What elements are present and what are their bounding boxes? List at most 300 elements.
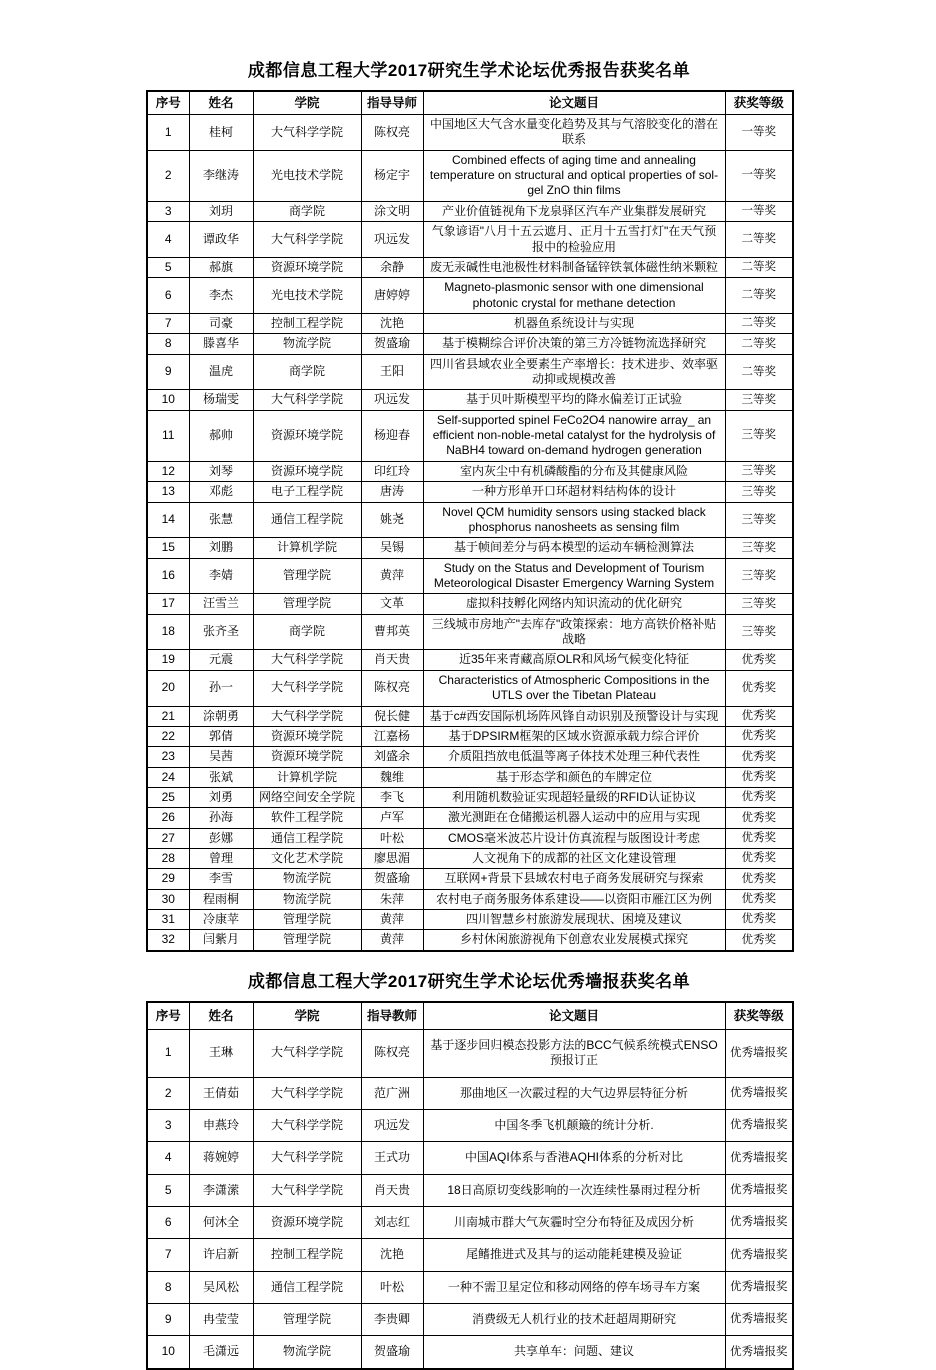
cell-index: 18 xyxy=(147,614,189,650)
cell-advisor: 李贵卿 xyxy=(361,1304,423,1336)
cell-advisor: 陈权亮 xyxy=(361,115,423,151)
cell-award: 三等奖 xyxy=(725,558,793,594)
cell-award: 优秀奖 xyxy=(725,910,793,930)
cell-award: 二等奖 xyxy=(725,257,793,277)
poster-awards-title: 成都信息工程大学2017研究生学术论坛优秀墙报获奖名单 xyxy=(247,971,691,991)
cell-advisor: 黄萍 xyxy=(361,910,423,930)
cell-award: 优秀墙报奖 xyxy=(725,1336,793,1369)
cell-award: 优秀奖 xyxy=(725,828,793,848)
cell-award: 一等奖 xyxy=(725,150,793,201)
cell-index: 15 xyxy=(147,538,189,558)
cell-name: 滕喜华 xyxy=(189,334,253,354)
cell-college: 光电技术学院 xyxy=(253,150,361,201)
cell-name: 吴风松 xyxy=(189,1271,253,1303)
cell-name: 冉莹莹 xyxy=(189,1304,253,1336)
cell-name: 温虎 xyxy=(189,354,253,390)
cell-index: 5 xyxy=(147,1174,189,1206)
cell-title: 川南城市群大气灰霾时空分布特征及成因分析 xyxy=(423,1206,725,1238)
cell-advisor: 曹邦英 xyxy=(361,614,423,650)
cell-advisor: 陈权亮 xyxy=(361,670,423,706)
cell-advisor: 刘盛余 xyxy=(361,747,423,767)
column-header-name: 姓名 xyxy=(189,1002,253,1030)
cell-title: Novel QCM humidity sensors using stacked black phosphorus nanosheets as sensing film xyxy=(423,502,725,538)
cell-award: 优秀奖 xyxy=(725,747,793,767)
cell-index: 23 xyxy=(147,747,189,767)
cell-college: 通信工程学院 xyxy=(253,1271,361,1303)
report-awards-title: 成都信息工程大学2017研究生学术论坛优秀报告获奖名单 xyxy=(247,61,691,80)
table-row xyxy=(147,538,793,558)
cell-index: 13 xyxy=(147,482,189,502)
cell-index: 4 xyxy=(147,1142,189,1174)
cell-college: 控制工程学院 xyxy=(253,1239,361,1271)
cell-index: 9 xyxy=(147,354,189,390)
poster-awards-section xyxy=(146,967,792,1370)
cell-advisor: 吴锡 xyxy=(361,538,423,558)
cell-college: 资源环境学院 xyxy=(253,726,361,746)
cell-advisor: 杨迎春 xyxy=(361,410,423,461)
cell-index: 10 xyxy=(147,390,189,410)
cell-title: 四川智慧乡村旅游发展现状、困境及建议 xyxy=(423,910,725,930)
cell-college: 物流学院 xyxy=(253,889,361,909)
cell-advisor: 巩远发 xyxy=(361,1109,423,1141)
column-header-award: 获奖等级 xyxy=(725,91,793,115)
table-row xyxy=(147,502,793,538)
cell-college: 商学院 xyxy=(253,201,361,221)
cell-award: 优秀墙报奖 xyxy=(725,1174,793,1206)
cell-index: 6 xyxy=(147,278,189,314)
cell-award: 三等奖 xyxy=(725,538,793,558)
cell-index: 24 xyxy=(147,767,189,787)
table-row xyxy=(147,670,793,706)
table-row xyxy=(147,1304,793,1336)
cell-advisor: 肖天贵 xyxy=(361,650,423,670)
cell-college: 文化艺术学院 xyxy=(253,849,361,869)
cell-name: 冷康苹 xyxy=(189,910,253,930)
cell-index: 8 xyxy=(147,334,189,354)
cell-index: 22 xyxy=(147,726,189,746)
cell-advisor: 贺盛瑜 xyxy=(361,1336,423,1369)
cell-advisor: 叶松 xyxy=(361,1271,423,1303)
cell-index: 7 xyxy=(147,313,189,333)
table-row xyxy=(147,150,793,201)
cell-college: 资源环境学院 xyxy=(253,747,361,767)
header-row xyxy=(147,1002,793,1030)
cell-award: 二等奖 xyxy=(725,278,793,314)
cell-college: 大气科学学院 xyxy=(253,1029,361,1077)
cell-name: 闫紫月 xyxy=(189,930,253,951)
cell-title: Magneto-plasmonic sensor with one dimensional photonic crystal for methane detection xyxy=(423,278,725,314)
cell-name: 吴茜 xyxy=(189,747,253,767)
cell-name: 桂柯 xyxy=(189,115,253,151)
table-row xyxy=(147,594,793,614)
cell-college: 资源环境学院 xyxy=(253,410,361,461)
cell-advisor: 刘志红 xyxy=(361,1206,423,1238)
cell-name: 郝旗 xyxy=(189,257,253,277)
cell-college: 大气科学学院 xyxy=(253,222,361,258)
cell-award: 二等奖 xyxy=(725,354,793,390)
cell-college: 管理学院 xyxy=(253,558,361,594)
table-row xyxy=(147,910,793,930)
table-row xyxy=(147,1336,793,1369)
cell-college: 大气科学学院 xyxy=(253,390,361,410)
cell-college: 大气科学学院 xyxy=(253,1109,361,1141)
cell-index: 6 xyxy=(147,1206,189,1238)
cell-title: 利用随机数验证实现超轻量级的RFID认证协议 xyxy=(423,787,725,807)
cell-title: 基于形态学和颜色的车牌定位 xyxy=(423,767,725,787)
column-header-advisor: 指导教师 xyxy=(361,1002,423,1030)
cell-index: 32 xyxy=(147,930,189,951)
cell-college: 大气科学学院 xyxy=(253,1174,361,1206)
cell-title: Characteristics of Atmospheric Compositions in the UTLS over the Tibetan Plateau xyxy=(423,670,725,706)
cell-index: 2 xyxy=(147,1077,189,1109)
cell-award: 优秀奖 xyxy=(725,767,793,787)
table-row xyxy=(147,1206,793,1238)
cell-name: 刘琴 xyxy=(189,461,253,481)
table-row xyxy=(147,1029,793,1077)
cell-award: 优秀奖 xyxy=(725,726,793,746)
cell-name: 张斌 xyxy=(189,767,253,787)
cell-college: 管理学院 xyxy=(253,910,361,930)
cell-award: 优秀墙报奖 xyxy=(725,1077,793,1109)
cell-name: 许启新 xyxy=(189,1239,253,1271)
cell-index: 2 xyxy=(147,150,189,201)
cell-name: 李潇潆 xyxy=(189,1174,253,1206)
table-row xyxy=(147,334,793,354)
cell-name: 郭倩 xyxy=(189,726,253,746)
cell-advisor: 王阳 xyxy=(361,354,423,390)
cell-award: 优秀奖 xyxy=(725,787,793,807)
cell-title: 基于DPSIRM框架的区域水资源承载力综合评价 xyxy=(423,726,725,746)
cell-advisor: 卢军 xyxy=(361,808,423,828)
cell-award: 三等奖 xyxy=(725,461,793,481)
cell-index: 11 xyxy=(147,410,189,461)
table-row xyxy=(147,1239,793,1271)
cell-name: 司豪 xyxy=(189,313,253,333)
document-body xyxy=(146,0,792,1370)
cell-index: 1 xyxy=(147,1029,189,1077)
column-header-index: 序号 xyxy=(147,1002,189,1030)
cell-college: 通信工程学院 xyxy=(253,828,361,848)
cell-award: 优秀奖 xyxy=(725,930,793,951)
cell-title: 激光测距在仓储搬运机器人运动中的应用与实现 xyxy=(423,808,725,828)
cell-advisor: 肖天贵 xyxy=(361,1174,423,1206)
cell-name: 彭娜 xyxy=(189,828,253,848)
cell-college: 大气科学学院 xyxy=(253,115,361,151)
cell-college: 资源环境学院 xyxy=(253,1206,361,1238)
cell-name: 李雪 xyxy=(189,869,253,889)
cell-title: 基于c#西安国际机场阵风锋自动识别及预警设计与实现 xyxy=(423,706,725,726)
cell-title: 人文视角下的成都的社区文化建设管理 xyxy=(423,849,725,869)
cell-award: 优秀奖 xyxy=(725,706,793,726)
cell-title: 一种方形单开口环超材料结构体的设计 xyxy=(423,482,725,502)
cell-index: 8 xyxy=(147,1271,189,1303)
cell-college: 大气科学学院 xyxy=(253,706,361,726)
cell-advisor: 廖思湄 xyxy=(361,849,423,869)
cell-advisor: 朱萍 xyxy=(361,889,423,909)
cell-name: 程雨桐 xyxy=(189,889,253,909)
cell-college: 控制工程学院 xyxy=(253,313,361,333)
cell-award: 优秀墙报奖 xyxy=(725,1142,793,1174)
column-header-name: 姓名 xyxy=(189,91,253,115)
cell-index: 28 xyxy=(147,849,189,869)
cell-name: 毛潇远 xyxy=(189,1336,253,1369)
cell-title: Combined effects of aging time and annealing temperature on structural and optical properties of sol-gel ZnO thin films xyxy=(423,150,725,201)
cell-award: 优秀墙报奖 xyxy=(725,1029,793,1077)
cell-index: 19 xyxy=(147,650,189,670)
cell-advisor: 范广洲 xyxy=(361,1077,423,1109)
poster-awards-table xyxy=(146,1001,794,1370)
cell-name: 刘鹏 xyxy=(189,538,253,558)
cell-title: 虚拟科技孵化网络内知识流动的优化研究 xyxy=(423,594,725,614)
cell-advisor: 余静 xyxy=(361,257,423,277)
table-row xyxy=(147,726,793,746)
cell-title: 机器鱼系统设计与实现 xyxy=(423,313,725,333)
cell-title: 一种不需卫星定位和移动网络的停车场寻车方案 xyxy=(423,1271,725,1303)
cell-index: 20 xyxy=(147,670,189,706)
table-row xyxy=(147,849,793,869)
cell-title: 四川省县域农业全要素生产率增长：技术进步、效率驱动抑或规模改善 xyxy=(423,354,725,390)
cell-title: CMOS毫米波芯片设计仿真流程与版图设计考虑 xyxy=(423,828,725,848)
cell-title: 中国冬季飞机颠簸的统计分析. xyxy=(423,1109,725,1141)
cell-name: 邓彪 xyxy=(189,482,253,502)
cell-advisor: 倪长健 xyxy=(361,706,423,726)
table-row xyxy=(147,869,793,889)
cell-title: 农村电子商务服务体系建设——以资阳市雁江区为例 xyxy=(423,889,725,909)
cell-name: 申燕玲 xyxy=(189,1109,253,1141)
cell-award: 一等奖 xyxy=(725,201,793,221)
cell-award: 二等奖 xyxy=(725,222,793,258)
report-awards-table xyxy=(146,90,794,952)
cell-title: 互联网+背景下县域农村电子商务发展研究与探索 xyxy=(423,869,725,889)
cell-award: 优秀奖 xyxy=(725,849,793,869)
table-row xyxy=(147,650,793,670)
cell-title: Self-supported spinel FeCo2O4 nanowire array_ an efficient non-noble-metal catalyst for the hydrolysis of NaBH4 toward on-demand hydrogen generation xyxy=(423,410,725,461)
cell-advisor: 文革 xyxy=(361,594,423,614)
cell-award: 二等奖 xyxy=(725,334,793,354)
cell-index: 31 xyxy=(147,910,189,930)
cell-college: 大气科学学院 xyxy=(253,1077,361,1109)
cell-name: 何沐全 xyxy=(189,1206,253,1238)
header-row xyxy=(147,91,793,115)
cell-award: 优秀奖 xyxy=(725,650,793,670)
cell-index: 3 xyxy=(147,1109,189,1141)
cell-award: 优秀墙报奖 xyxy=(725,1271,793,1303)
cell-title: 气象谚语"八月十五云遮月、正月十五雪打灯"在天气预报中的检验应用 xyxy=(423,222,725,258)
column-header-award: 获奖等级 xyxy=(725,1002,793,1030)
column-header-title: 论文题目 xyxy=(423,91,725,115)
cell-college: 物流学院 xyxy=(253,869,361,889)
cell-index: 14 xyxy=(147,502,189,538)
column-header-title: 论文题目 xyxy=(423,1002,725,1030)
cell-college: 光电技术学院 xyxy=(253,278,361,314)
table-row xyxy=(147,614,793,650)
cell-advisor: 李飞 xyxy=(361,787,423,807)
cell-award: 优秀奖 xyxy=(725,889,793,909)
cell-advisor: 黄萍 xyxy=(361,930,423,951)
cell-award: 优秀奖 xyxy=(725,670,793,706)
table-row xyxy=(147,706,793,726)
cell-index: 16 xyxy=(147,558,189,594)
cell-index: 3 xyxy=(147,201,189,221)
cell-name: 涂朝勇 xyxy=(189,706,253,726)
cell-index: 17 xyxy=(147,594,189,614)
cell-title: 那曲地区一次霰过程的大气边界层特征分析 xyxy=(423,1077,725,1109)
cell-college: 网络空间安全学院 xyxy=(253,787,361,807)
cell-advisor: 贺盛瑜 xyxy=(361,334,423,354)
cell-index: 29 xyxy=(147,869,189,889)
cell-award: 二等奖 xyxy=(725,313,793,333)
column-header-college: 学院 xyxy=(253,91,361,115)
cell-index: 9 xyxy=(147,1304,189,1336)
column-header-advisor: 指导导师 xyxy=(361,91,423,115)
cell-college: 物流学院 xyxy=(253,334,361,354)
cell-title: 18日高原切变线影响的一次连续性暴雨过程分析 xyxy=(423,1174,725,1206)
cell-advisor: 沈艳 xyxy=(361,313,423,333)
cell-title: Study on the Status and Development of Tourism Meteorological Disaster Emergency Warning System xyxy=(423,558,725,594)
table-row xyxy=(147,1142,793,1174)
table-row xyxy=(147,115,793,151)
table-row xyxy=(147,558,793,594)
cell-college: 通信工程学院 xyxy=(253,502,361,538)
cell-college: 商学院 xyxy=(253,614,361,650)
cell-advisor: 杨定宇 xyxy=(361,150,423,201)
cell-award: 优秀墙报奖 xyxy=(725,1109,793,1141)
cell-title: 尾鳍推进式及其与的运动能耗建模及验证 xyxy=(423,1239,725,1271)
table-row xyxy=(147,410,793,461)
cell-advisor: 巩远发 xyxy=(361,222,423,258)
cell-name: 张慧 xyxy=(189,502,253,538)
cell-title: 消费级无人机行业的技术赶超周期研究 xyxy=(423,1304,725,1336)
cell-name: 李婧 xyxy=(189,558,253,594)
column-header-index: 序号 xyxy=(147,91,189,115)
table-row xyxy=(147,354,793,390)
cell-name: 刘玥 xyxy=(189,201,253,221)
cell-index: 1 xyxy=(147,115,189,151)
table-row xyxy=(147,1109,793,1141)
cell-advisor: 黄萍 xyxy=(361,558,423,594)
cell-index: 27 xyxy=(147,828,189,848)
cell-name: 蒋婉婷 xyxy=(189,1142,253,1174)
cell-advisor: 王式功 xyxy=(361,1142,423,1174)
cell-advisor: 唐婷婷 xyxy=(361,278,423,314)
cell-title: 共享单车：问题、建议 xyxy=(423,1336,725,1369)
cell-college: 资源环境学院 xyxy=(253,257,361,277)
cell-name: 孙一 xyxy=(189,670,253,706)
cell-name: 元震 xyxy=(189,650,253,670)
table-row xyxy=(147,930,793,951)
cell-award: 优秀墙报奖 xyxy=(725,1206,793,1238)
cell-name: 李继涛 xyxy=(189,150,253,201)
cell-college: 电子工程学院 xyxy=(253,482,361,502)
table-row xyxy=(147,257,793,277)
cell-title: 室内灰尘中有机磷酸酯的分布及其健康风险 xyxy=(423,461,725,481)
cell-advisor: 贺盛瑜 xyxy=(361,869,423,889)
cell-title: 乡村休闲旅游视角下创意农业发展模式探究 xyxy=(423,930,725,951)
cell-index: 7 xyxy=(147,1239,189,1271)
cell-award: 优秀墙报奖 xyxy=(725,1239,793,1271)
cell-index: 10 xyxy=(147,1336,189,1369)
report-awards-section xyxy=(146,56,792,952)
cell-advisor: 唐涛 xyxy=(361,482,423,502)
cell-title: 介质阻挡放电低温等离子体技术处理三种代表性 xyxy=(423,747,725,767)
cell-advisor: 叶松 xyxy=(361,828,423,848)
cell-title: 基于帧间差分与码本模型的运动车辆检测算法 xyxy=(423,538,725,558)
cell-index: 30 xyxy=(147,889,189,909)
cell-award: 三等奖 xyxy=(725,594,793,614)
cell-award: 三等奖 xyxy=(725,482,793,502)
table-row xyxy=(147,808,793,828)
table-row xyxy=(147,1077,793,1109)
cell-award: 优秀墙报奖 xyxy=(725,1304,793,1336)
cell-title: 产业价值链视角下龙泉驿区汽车产业集群发展研究 xyxy=(423,201,725,221)
cell-name: 刘勇 xyxy=(189,787,253,807)
cell-advisor: 姚尧 xyxy=(361,502,423,538)
cell-title: 中国地区大气含水量变化趋势及其与气溶胶变化的潜在联系 xyxy=(423,115,725,151)
cell-name: 曾理 xyxy=(189,849,253,869)
cell-college: 管理学院 xyxy=(253,930,361,951)
cell-award: 三等奖 xyxy=(725,614,793,650)
cell-name: 王琳 xyxy=(189,1029,253,1077)
cell-college: 软件工程学院 xyxy=(253,808,361,828)
cell-award: 三等奖 xyxy=(725,410,793,461)
cell-advisor: 江嘉杨 xyxy=(361,726,423,746)
table-row xyxy=(147,390,793,410)
cell-college: 物流学院 xyxy=(253,1336,361,1369)
cell-title: 基于贝叶斯模型平均的降水偏差订正试验 xyxy=(423,390,725,410)
table-row xyxy=(147,1174,793,1206)
cell-index: 21 xyxy=(147,706,189,726)
cell-title: 中国AQI体系与香港AQHI体系的分析对比 xyxy=(423,1142,725,1174)
cell-college: 大气科学学院 xyxy=(253,650,361,670)
table-row xyxy=(147,1271,793,1303)
cell-award: 一等奖 xyxy=(725,115,793,151)
table-row xyxy=(147,787,793,807)
cell-college: 管理学院 xyxy=(253,1304,361,1336)
cell-index: 26 xyxy=(147,808,189,828)
cell-advisor: 沈艳 xyxy=(361,1239,423,1271)
cell-index: 12 xyxy=(147,461,189,481)
cell-name: 谭政华 xyxy=(189,222,253,258)
cell-college: 计算机学院 xyxy=(253,538,361,558)
table-row xyxy=(147,201,793,221)
cell-name: 郝帅 xyxy=(189,410,253,461)
table-row xyxy=(147,482,793,502)
cell-college: 计算机学院 xyxy=(253,767,361,787)
table-row xyxy=(147,767,793,787)
table-row xyxy=(147,828,793,848)
cell-advisor: 陈权亮 xyxy=(361,1029,423,1077)
cell-advisor: 涂文明 xyxy=(361,201,423,221)
cell-advisor: 巩远发 xyxy=(361,390,423,410)
cell-name: 汪雪兰 xyxy=(189,594,253,614)
cell-college: 管理学院 xyxy=(253,594,361,614)
cell-title: 废无汞碱性电池极性材料制备锰锌铁氧体磁性纳米颗粒 xyxy=(423,257,725,277)
column-header-college: 学院 xyxy=(253,1002,361,1030)
table-row xyxy=(147,313,793,333)
cell-advisor: 魏维 xyxy=(361,767,423,787)
cell-award: 优秀奖 xyxy=(725,808,793,828)
table-row xyxy=(147,278,793,314)
cell-college: 资源环境学院 xyxy=(253,461,361,481)
cell-name: 张齐圣 xyxy=(189,614,253,650)
cell-index: 4 xyxy=(147,222,189,258)
cell-name: 李杰 xyxy=(189,278,253,314)
cell-title: 近35年来青藏高原OLR和风场气候变化特征 xyxy=(423,650,725,670)
cell-college: 商学院 xyxy=(253,354,361,390)
cell-index: 25 xyxy=(147,787,189,807)
cell-college: 大气科学学院 xyxy=(253,670,361,706)
cell-title: 三线城市房地产"去库存"政策探索：地方高铁价格补贴战略 xyxy=(423,614,725,650)
